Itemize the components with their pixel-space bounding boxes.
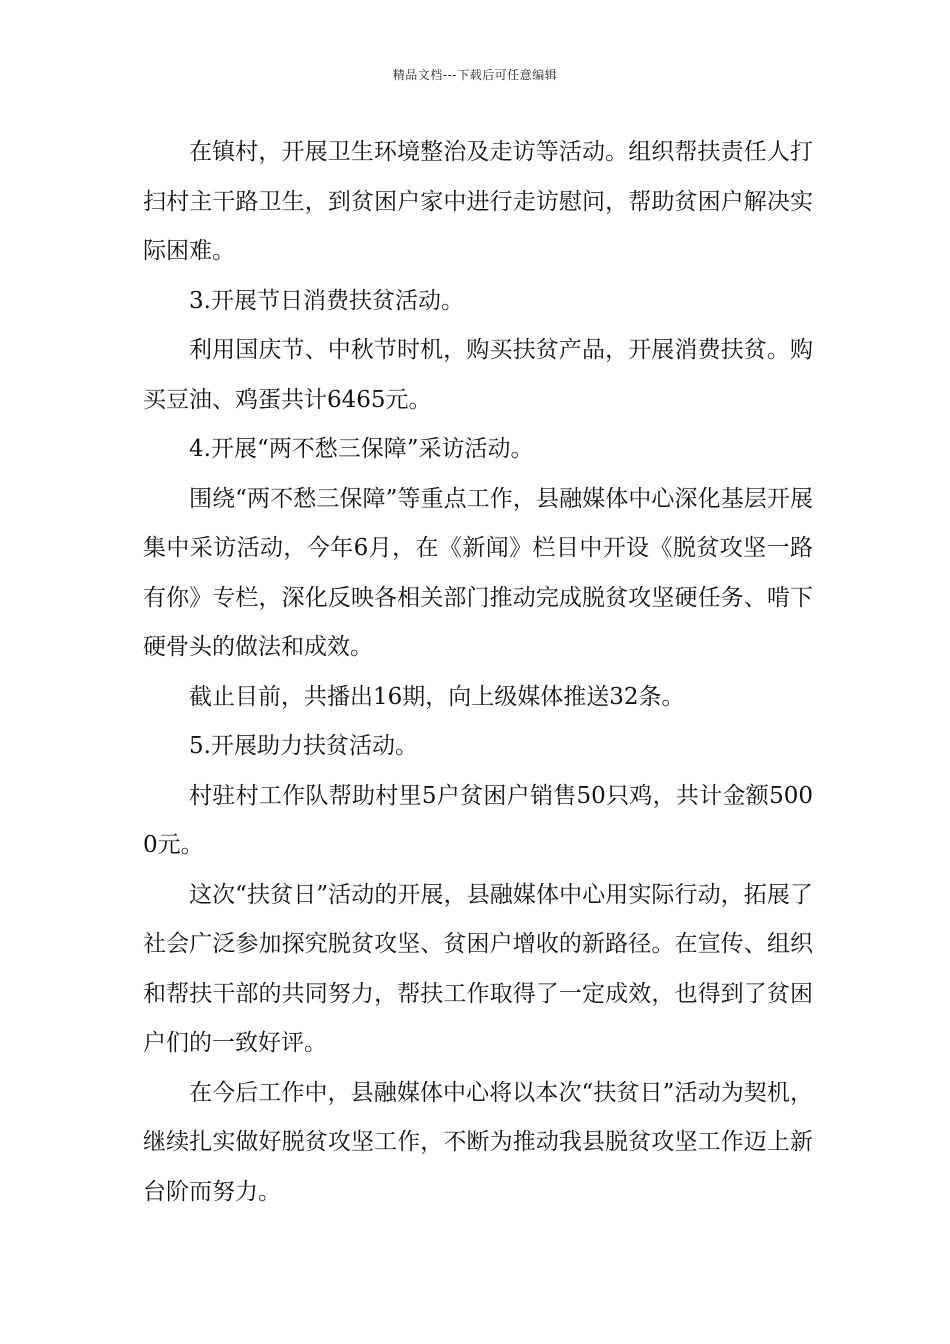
paragraph: 围绕“两不愁三保障”等重点工作，县融媒体中心深化基层开展集中采访活动，今年6月，在《新闻》栏目中开设《脱贫攻坚一路有你》专栏，深化反映各相关部门推动完成脱贫攻坚硬任务、啃下硬骨头的做法和成效。 [143,485,813,660]
paragraph: 利用国庆节、中秋节时机，购买扶贫产品，开展消费扶贫。购买豆油、鸡蛋共计6465元。 [143,337,813,413]
paragraph: 村驻村工作队帮助村里5户贫困户销售50只鸡，共计金额5000元。 [143,782,813,858]
section-heading: 5.开展助力扶贫活动。 [189,733,418,759]
document-body [143,128,813,1217]
section-heading: 3.开展节日消费扶贫活动。 [189,287,464,314]
paragraph: 这次“扶贫日”活动的开展，县融媒体中心用实际行动，拓展了社会广泛参加探究脱贫攻坚、贫困户增收的新路径。在宣传、组织和帮扶干部的共同努力，帮扶工作取得了一定成效，也得到了贫困户们的一致好评。 [143,881,813,1056]
paragraph: 在镇村，开展卫生环境整治及走访等活动。组织帮扶责任人打扫村主干路卫生，到贫困户家中进行走访慰问，帮助贫困户解决实际困难。 [143,139,813,264]
section-heading: 4.开展“两不愁三保障”采访活动。 [189,436,534,462]
paragraph: 截止目前，共播出16期，向上级媒体推送32条。 [189,683,685,710]
page-header: 精品文档---下载后可任意编辑 [392,68,558,82]
paragraph: 在今后工作中，县融媒体中心将以本次“扶贫日”活动为契机，继续扎实做好脱贫攻坚工作，不断为推动我县脱贫攻坚工作迈上新台阶而努力。 [143,1079,813,1205]
